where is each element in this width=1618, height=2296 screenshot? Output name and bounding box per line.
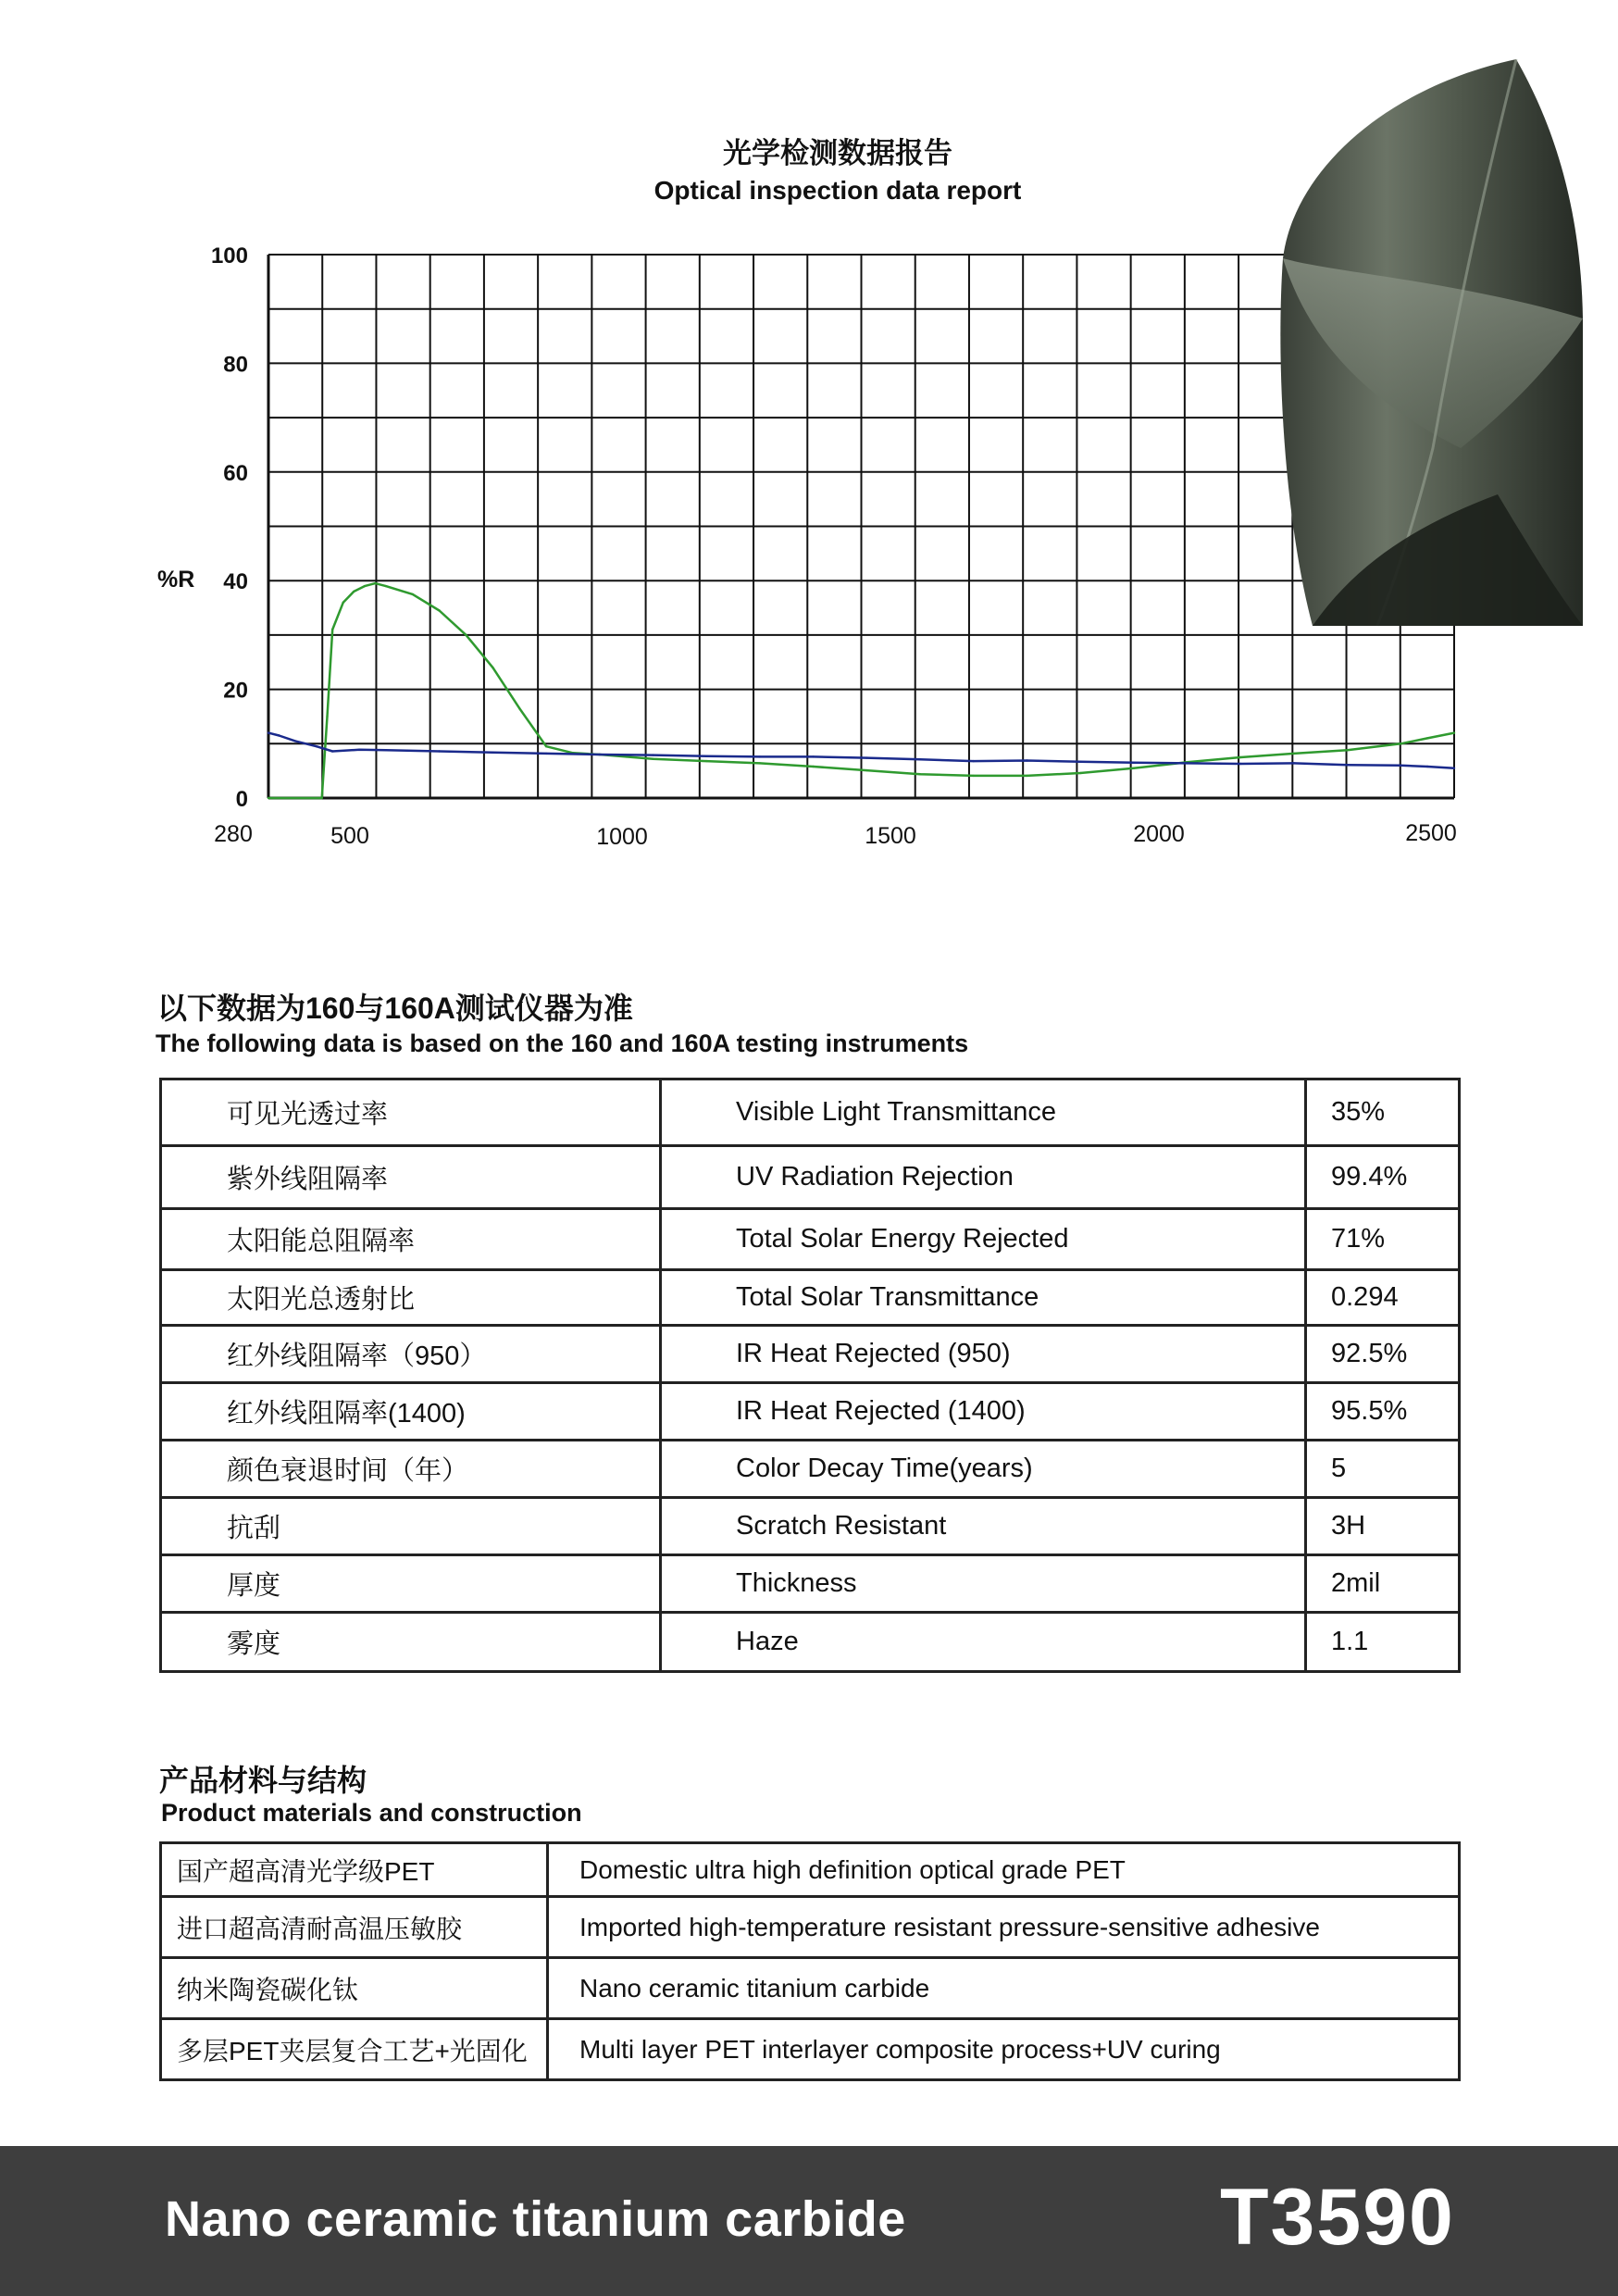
series-point <box>545 745 547 747</box>
x-tick-label: 500 <box>330 823 369 849</box>
spec-label-en: IR Heat Rejected (950) <box>661 1326 1306 1383</box>
series-point <box>1400 742 1401 744</box>
footer-product-name: Nano ceramic titanium carbide <box>165 2191 906 2247</box>
chart-tick-labels <box>211 243 1457 850</box>
spec-value: 0.294 <box>1306 1270 1460 1326</box>
spec-label-en: Haze <box>661 1613 1306 1672</box>
materials-section-title-cn: 产品材料与结构 <box>159 1764 367 1797</box>
series-point <box>1079 772 1081 774</box>
series-point <box>1133 767 1135 769</box>
material-label-cn: 纳米陶瓷碳化钛 <box>161 1958 548 2019</box>
spec-row <box>161 1079 1460 1146</box>
film-roll-image <box>1276 59 1590 630</box>
series-point <box>331 750 333 752</box>
y-axis-label: %R <box>157 567 195 593</box>
material-row <box>161 1897 1460 1958</box>
material-label-en: Multi layer PET interlayer composite process+UV curing <box>548 2019 1460 2080</box>
spec-value: 95.5% <box>1306 1383 1460 1441</box>
spec-label-en: Total Solar Transmittance <box>661 1270 1306 1326</box>
series-point <box>385 585 387 587</box>
series-point <box>278 734 280 736</box>
series-point <box>812 755 814 757</box>
report-title-en: Optical inspection data report <box>653 176 1022 205</box>
spec-label-cn: 红外线阻隔率（950） <box>161 1326 661 1383</box>
series-point <box>465 634 467 636</box>
series-point <box>973 760 975 762</box>
series-point <box>705 760 707 762</box>
series-point <box>1400 765 1401 767</box>
spec-label-cn: 太阳能总阻隔率 <box>161 1209 661 1270</box>
series-point <box>374 582 376 584</box>
series-point <box>545 753 547 755</box>
material-row <box>161 1958 1460 2019</box>
spec-label-en: IR Heat Rejected (1400) <box>661 1383 1306 1441</box>
footer-model-number: T3590 <box>1220 2173 1455 2262</box>
series-point <box>364 585 366 587</box>
series-point <box>865 756 867 758</box>
materials-section-title-en: Product materials and construction <box>161 1799 582 1827</box>
spec-value: 2mil <box>1306 1555 1460 1613</box>
series-point <box>1453 767 1455 769</box>
material-label-en: Domestic ultra high definition optical grade PET <box>548 1843 1460 1897</box>
series-point <box>759 755 761 757</box>
series-point <box>1186 762 1188 764</box>
spec-label-cn: 红外线阻隔率(1400) <box>161 1383 661 1441</box>
spec-label-cn: 紫外线阻隔率 <box>161 1146 661 1209</box>
y-tick-label: 60 <box>223 460 248 486</box>
spec-row <box>161 1383 1460 1441</box>
materials-table <box>159 1841 1461 2081</box>
series-point <box>812 766 814 767</box>
series-point <box>1026 759 1027 761</box>
y-tick-label: 20 <box>223 678 248 704</box>
spec-label-cn: 颜色衰退时间（年） <box>161 1441 661 1498</box>
material-label-en: Imported high-temperature resistant pressure-sensitive adhesive <box>548 1897 1460 1958</box>
spec-value: 5 <box>1306 1441 1460 1498</box>
x-tick-label: 1500 <box>865 823 916 849</box>
spec-label-en: Thickness <box>661 1555 1306 1613</box>
series-point <box>1026 775 1027 777</box>
series-point <box>759 762 761 764</box>
spec-row <box>161 1498 1460 1555</box>
spec-section-title-en: The following data is based on the 160 and 160A testing instruments <box>156 1029 969 1057</box>
spec-label-en: Scratch Resistant <box>661 1498 1306 1555</box>
series-point <box>705 755 707 757</box>
y-tick-label: 40 <box>223 569 248 595</box>
series-point <box>412 593 414 595</box>
series-point <box>326 716 328 718</box>
spec-value: 99.4% <box>1306 1146 1460 1209</box>
series-point <box>353 591 355 593</box>
series-point <box>1346 764 1348 766</box>
series-point <box>1453 731 1455 733</box>
y-tick-label: 80 <box>223 352 248 378</box>
material-label-en: Nano ceramic titanium carbide <box>548 1958 1460 2019</box>
spec-value: 1.1 <box>1306 1613 1460 1672</box>
report-title-cn: 光学检测数据报告 <box>723 137 952 169</box>
series-point <box>1079 761 1081 763</box>
spec-value: 92.5% <box>1306 1326 1460 1383</box>
spec-label-en: Total Solar Energy Rejected <box>661 1209 1306 1270</box>
series-point <box>919 758 921 760</box>
series-point <box>358 749 360 751</box>
series-point <box>1293 753 1295 755</box>
series-point <box>1239 763 1241 765</box>
series-point <box>268 797 269 799</box>
series-point <box>1346 749 1348 751</box>
series-point <box>268 731 269 733</box>
material-label-cn: 国产超高清光学级PET <box>161 1843 548 1897</box>
series-point <box>492 667 493 668</box>
material-row <box>161 2019 1460 2080</box>
series-point <box>438 609 440 611</box>
spec-label-cn: 厚度 <box>161 1555 661 1613</box>
series-point <box>1239 756 1241 758</box>
spec-row <box>161 1555 1460 1613</box>
spec-table <box>159 1078 1461 1673</box>
spec-label-cn: 抗刮 <box>161 1498 661 1555</box>
series-point <box>342 602 344 604</box>
spec-section-title-cn: 以下数据为160与160A测试仪器为准 <box>157 992 633 1025</box>
x-tick-label: 2500 <box>1405 820 1457 846</box>
spec-value: 3H <box>1306 1498 1460 1555</box>
spec-row <box>161 1209 1460 1270</box>
spec-row <box>161 1613 1460 1672</box>
spec-label-en: UV Radiation Rejection <box>661 1146 1306 1209</box>
spec-row <box>161 1441 1460 1498</box>
series-point <box>1133 762 1135 764</box>
series-point <box>1426 737 1428 739</box>
material-row <box>161 1843 1460 1897</box>
spec-label-cn: 可见光透过率 <box>161 1079 661 1146</box>
spec-label-cn: 太阳光总透射比 <box>161 1270 661 1326</box>
series-point <box>321 797 323 799</box>
spec-value: 71% <box>1306 1209 1460 1270</box>
x-tick-label: 2000 <box>1133 821 1185 847</box>
series-point <box>919 773 921 775</box>
material-label-cn: 多层PET夹层复合工艺+光固化 <box>161 2019 548 2080</box>
material-label-cn: 进口超高清耐高温压敏胶 <box>161 1897 548 1958</box>
series-point <box>625 755 627 757</box>
series-point <box>652 754 653 755</box>
series-point <box>865 769 867 771</box>
series-point <box>331 629 333 630</box>
series-point <box>599 754 601 755</box>
spec-row <box>161 1270 1460 1326</box>
spec-row <box>161 1146 1460 1209</box>
series-point <box>1293 762 1295 764</box>
y-tick-label: 100 <box>210 243 248 268</box>
spec-label-en: Color Decay Time(years) <box>661 1441 1306 1498</box>
series-point <box>492 752 493 754</box>
y-tick-label: 0 <box>235 787 248 812</box>
series-point <box>294 740 296 742</box>
series-point <box>385 749 387 751</box>
spec-label-cn: 雾度 <box>161 1613 661 1672</box>
series-point <box>973 775 975 777</box>
series-point <box>1426 766 1428 767</box>
series-point <box>518 707 520 709</box>
x-tick-label: 280 <box>214 821 253 847</box>
spec-row <box>161 1326 1460 1383</box>
spec-label-en: Visible Light Transmittance <box>661 1079 1306 1146</box>
series-point <box>652 758 653 760</box>
series-point <box>438 750 440 752</box>
series-point <box>316 745 317 747</box>
spec-value: 35% <box>1306 1079 1460 1146</box>
x-tick-label: 1000 <box>596 824 648 850</box>
